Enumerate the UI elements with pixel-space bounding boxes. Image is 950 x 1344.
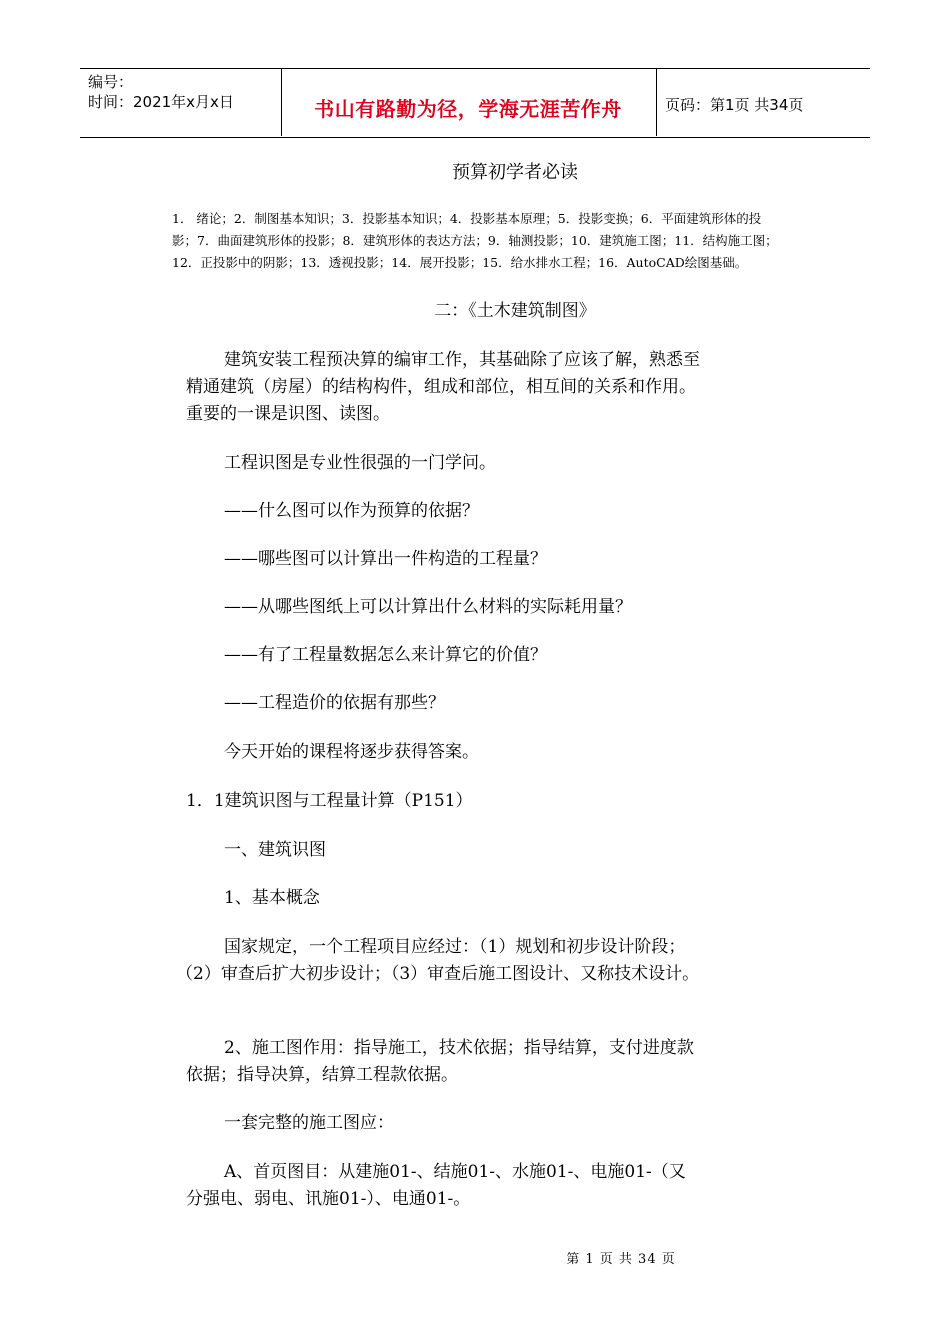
toc-line-1: 1． 绪论；2．制图基本知识；3．投影基本知识；4．投影基本原理；5．投影变换；6．平面建筑形体的投 xyxy=(172,211,762,226)
toc-line-3: 12．正投影中的阴影；13．透视投影；14．展开投影；15．给水排水工程；16．AutoCAD绘图基础。 xyxy=(172,255,748,270)
question-item: ——工程造价的依据有那些？ xyxy=(224,693,445,713)
paragraph-line: 分强电、弱电、讯施01-）、电通01-。 xyxy=(186,1189,471,1209)
paragraph-line: 今天开始的课程将逐步获得答案。 xyxy=(224,742,479,762)
question-item: ——什么图可以作为预算的依据？ xyxy=(224,501,479,521)
toc-line-2: 影；7．曲面建筑形体的投影；8．建筑形体的表达方法；9．轴测投影；10．建筑施工图；11．结构施工图； xyxy=(172,233,778,248)
paragraph-line: 建筑安装工程预决算的编审工作，其基础除了应该了解，熟悉至 xyxy=(224,350,700,370)
paragraph-line: 依据；指导决算，结算工程款依据。 xyxy=(186,1065,458,1085)
page-header xyxy=(80,68,870,138)
question-item: ——有了工程量数据怎么来计算它的价值？ xyxy=(224,645,547,665)
paragraph-line: 国家规定，一个工程项目应经过：（1）规划和初步设计阶段； xyxy=(224,937,686,957)
paragraph-line: 一套完整的施工图应： xyxy=(224,1113,394,1133)
document-date-label: 时间：2021年x月x日 xyxy=(88,93,234,111)
document-number-label: 编号： xyxy=(88,73,134,91)
paragraph-line: A、首页图目：从建施01-、结施01-、水施01-、电施01-（又 xyxy=(224,1162,686,1182)
paragraph-line: 精通建筑（房屋）的结构构件，组成和部位，相互间的关系和作用。 xyxy=(186,377,696,397)
question-item: ——从哪些图纸上可以计算出什么材料的实际耗用量？ xyxy=(224,597,632,617)
header-page-number: 页码：第1页 共34页 xyxy=(665,96,804,114)
paragraph-line: （2）审查后扩大初步设计；（3）审查后施工图设计、又称技术设计。 xyxy=(176,964,700,984)
section-title: 二：《土木建筑制图》 xyxy=(434,301,596,321)
subsection-heading: 1．1建筑识图与工程量计算（P151） xyxy=(186,791,473,811)
header-meta xyxy=(88,72,234,112)
document-title: 预算初学者必读 xyxy=(452,162,578,183)
paragraph-line: 工程识图是专业性很强的一门学问。 xyxy=(224,453,496,473)
header-motto: 书山有路勤为径，学海无涯苦作舟 xyxy=(314,97,622,121)
page-footer: 第 1 页 共 34 页 xyxy=(566,1252,676,1267)
question-item: ——哪些图可以计算出一件构造的工程量？ xyxy=(224,549,547,569)
subsection-heading: 一、建筑识图 xyxy=(224,840,326,860)
paragraph-line: 重要的一课是识图、读图。 xyxy=(186,404,390,424)
paragraph-line: 2、施工图作用：指导施工，技术依据；指导结算，支付进度款 xyxy=(224,1038,694,1058)
subsection-heading: 1、基本概念 xyxy=(224,888,320,908)
